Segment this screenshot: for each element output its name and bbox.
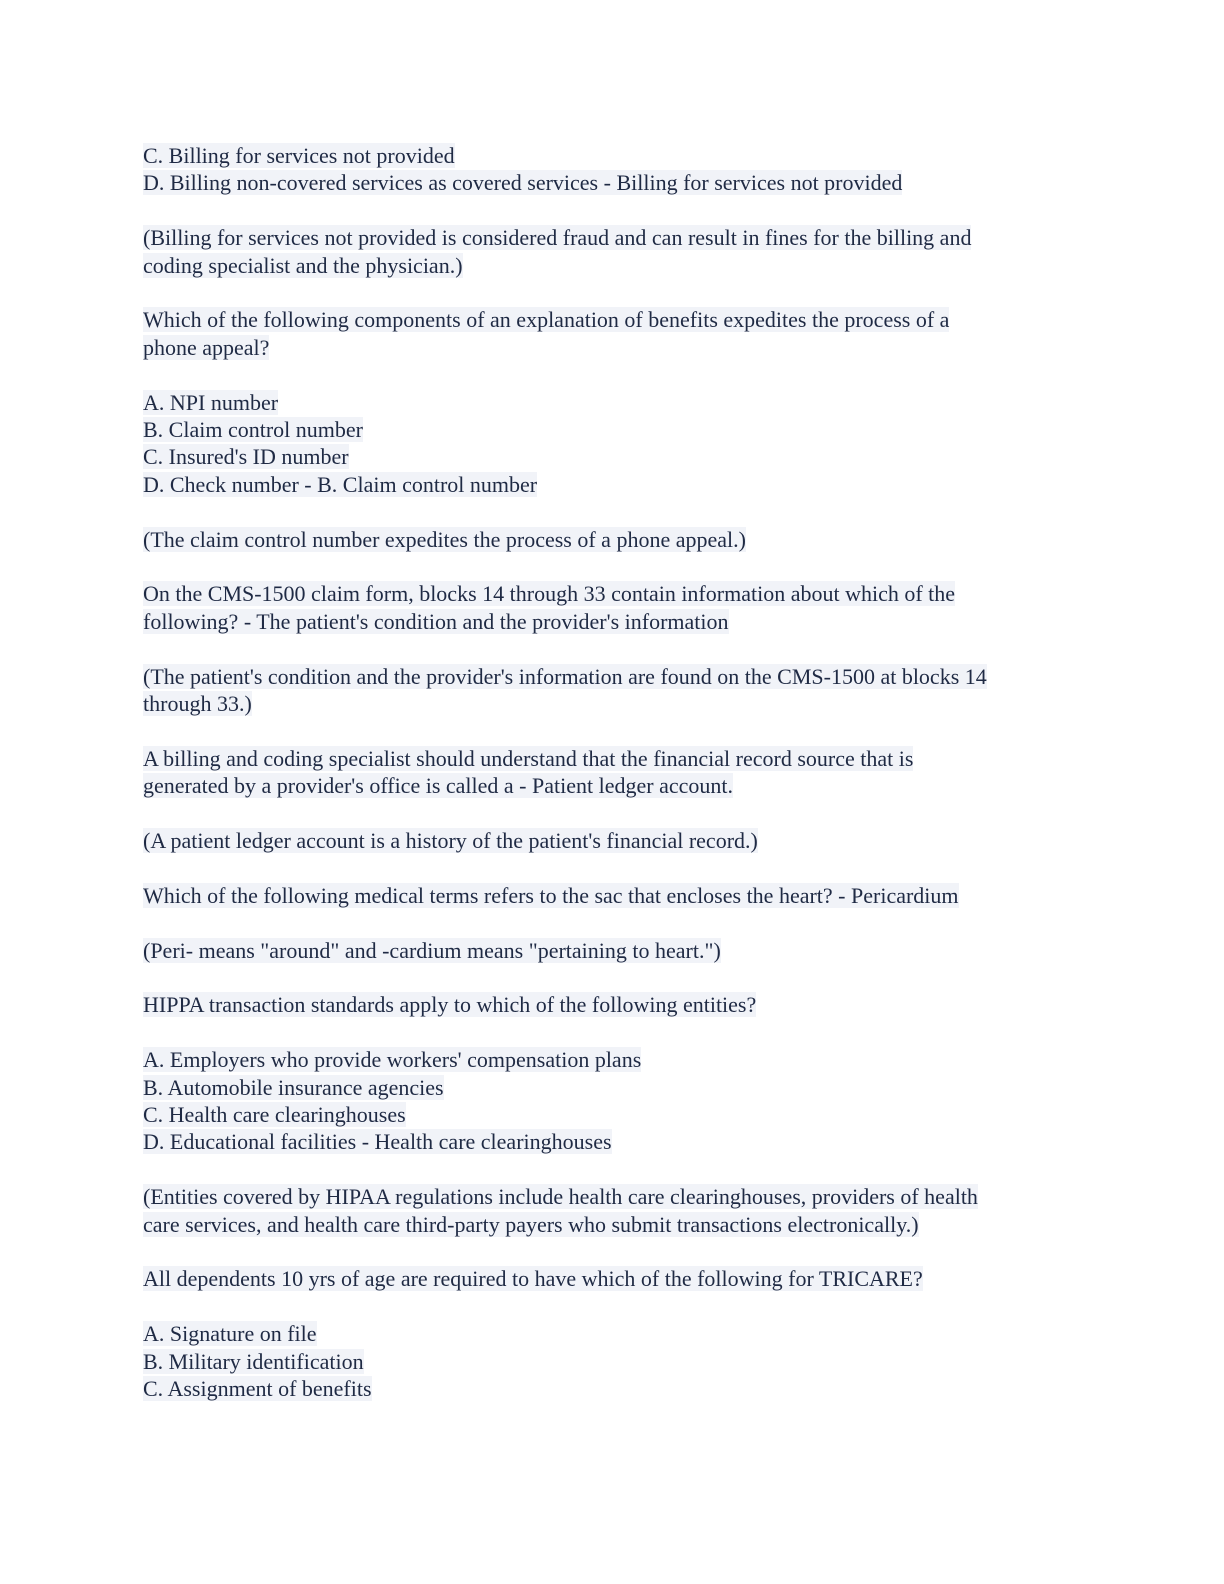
- text-line: D. Billing non-covered services as covered services - Billing for services not provided: [143, 170, 903, 196]
- explanation-block: [143, 827, 1083, 854]
- text-line: A billing and coding specialist should understand that the financial record source that is: [143, 745, 914, 771]
- question-block: [143, 882, 1083, 909]
- text-line: A. Signature on file: [143, 1321, 317, 1347]
- text-line: phone appeal?: [143, 334, 270, 360]
- answer-options-block: [143, 389, 1083, 499]
- text-line: C. Billing for services not provided: [143, 143, 455, 168]
- explanation-block: [143, 526, 1083, 553]
- text-line: On the CMS-1500 claim form, blocks 14 through 33 contain information about which of the: [143, 581, 956, 607]
- text-line: All dependents 10 yrs of age are required to have which of the following for TRICARE?: [143, 1266, 923, 1292]
- text-line: care services, and health care third-party payers who submit transactions electronically.): [143, 1211, 919, 1237]
- text-line: following? - The patient's condition and the provider's information: [143, 608, 729, 634]
- text-line: (Peri- means "around" and -cardium means "pertaining to heart."): [143, 937, 721, 963]
- text-line: (The claim control number expedites the process of a phone appeal.): [143, 526, 746, 552]
- text-line: (The patient's condition and the provider's information are found on the CMS-1500 at blocks 14: [143, 663, 987, 689]
- text-line: C. Insured's ID number: [143, 444, 349, 470]
- text-line: B. Automobile insurance agencies: [143, 1074, 444, 1100]
- question-block: [143, 1265, 1083, 1292]
- text-line: (Entities covered by HIPAA regulations include health care clearinghouses, providers of health: [143, 1184, 978, 1210]
- text-line: through 33.): [143, 691, 252, 717]
- answer-options-block: [143, 1320, 1083, 1402]
- text-line: D. Check number - B. Claim control number: [143, 471, 538, 497]
- answer-options-block: [143, 142, 1083, 197]
- question-block: [143, 991, 1083, 1018]
- text-line: Which of the following medical terms refers to the sac that encloses the heart? - Pericardium: [143, 882, 959, 908]
- explanation-block: [143, 1183, 1083, 1238]
- question-block: [143, 745, 1083, 800]
- text-line: B. Claim control number: [143, 417, 363, 443]
- text-line: (Billing for services not provided is considered fraud and can result in fines for the billing and: [143, 225, 972, 251]
- text-line: C. Assignment of benefits: [143, 1376, 372, 1402]
- text-line: HIPPA transaction standards apply to which of the following entities?: [143, 992, 757, 1018]
- text-line: (A patient ledger account is a history of the patient's financial record.): [143, 828, 758, 854]
- text-line: A. NPI number: [143, 389, 279, 415]
- explanation-block: [143, 937, 1083, 964]
- explanation-block: [143, 224, 1083, 279]
- text-line: C. Health care clearinghouses: [143, 1102, 406, 1128]
- text-line: B. Military identification: [143, 1348, 364, 1374]
- answer-options-block: [143, 1046, 1083, 1156]
- text-line: D. Educational facilities - Health care clearinghouses: [143, 1129, 612, 1155]
- text-line: Which of the following components of an explanation of benefits expedites the process of a: [143, 307, 950, 333]
- question-block: [143, 306, 1083, 361]
- text-line: A. Employers who provide workers' compensation plans: [143, 1047, 642, 1073]
- text-line: generated by a provider's office is called a - Patient ledger account.: [143, 773, 733, 799]
- document-body: [143, 142, 1083, 1430]
- question-block: [143, 580, 1083, 635]
- text-line: coding specialist and the physician.): [143, 252, 463, 278]
- explanation-block: [143, 663, 1083, 718]
